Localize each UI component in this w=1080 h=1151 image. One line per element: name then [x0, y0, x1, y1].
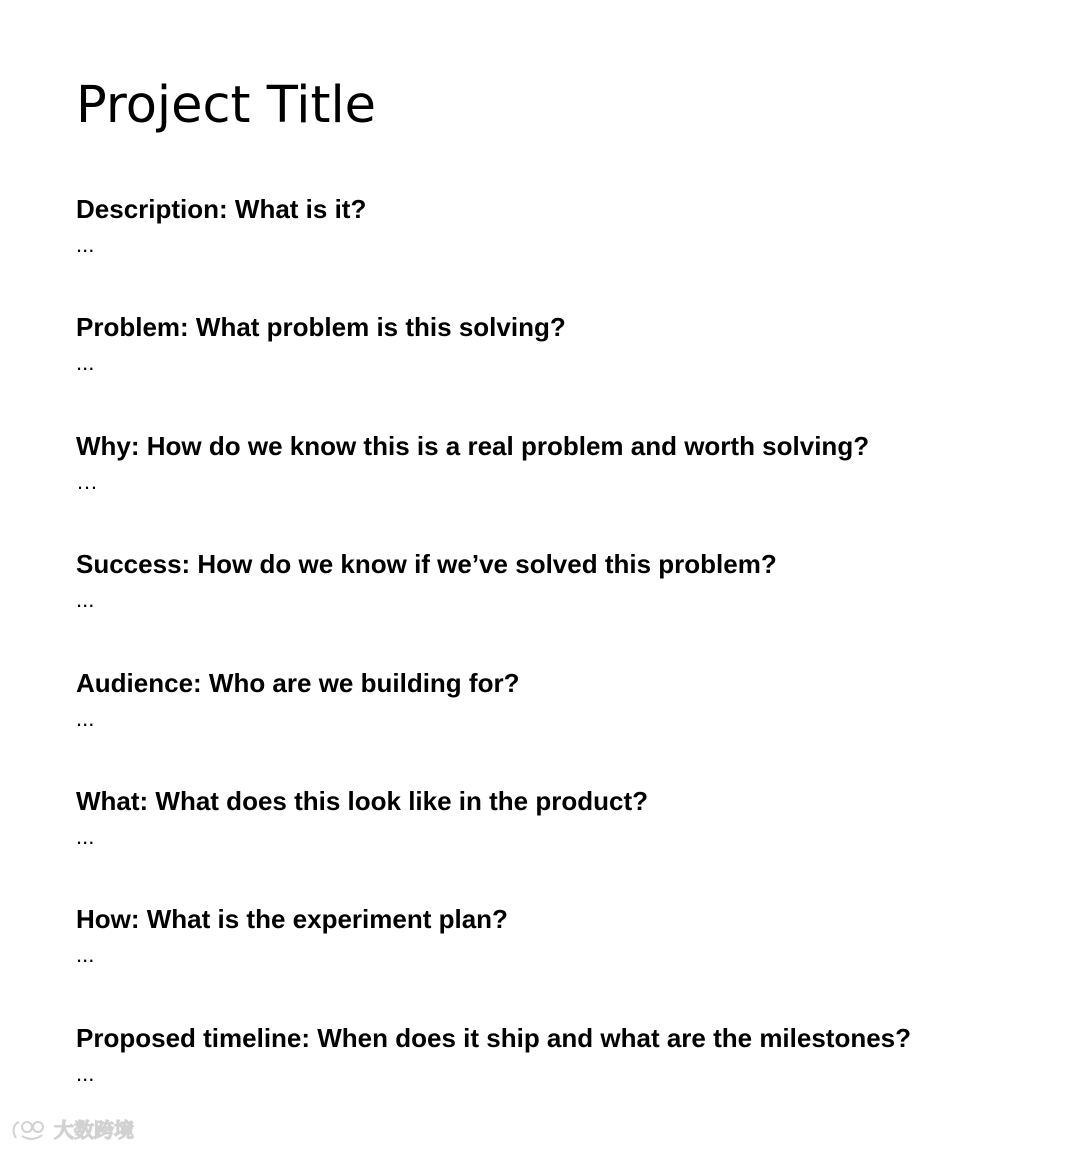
section-question: Audience: Who are we building for?	[76, 668, 520, 698]
section-why	[76, 429, 1066, 497]
section-question: Proposed timeline: When does it ship and what are the milestones?	[76, 1023, 912, 1053]
watermark	[10, 1116, 134, 1144]
page-title: Project Title	[76, 76, 376, 135]
section-answer: ...	[76, 232, 95, 257]
section-question: What: What does this look like in the product?	[76, 786, 648, 816]
section-question: Problem: What problem is this solving?	[76, 312, 566, 342]
section-answer: ...	[76, 1061, 95, 1086]
section-question: Success: How do we know if we’ve solved this problem?	[76, 549, 777, 579]
section-answer: ...	[76, 706, 95, 731]
section-question: How: What is the experiment plan?	[76, 904, 508, 934]
section-answer: ...	[76, 587, 95, 612]
section-answer: ...	[76, 350, 95, 375]
section-question: Why: How do we know this is a real problem and worth solving?	[76, 431, 870, 461]
section-proposed-timeline	[76, 1021, 1066, 1089]
section-description	[76, 192, 1066, 260]
section-audience	[76, 666, 1066, 734]
section-what	[76, 784, 1066, 852]
section-answer: ...	[76, 824, 95, 849]
section-question: Description: What is it?	[76, 194, 367, 224]
section-answer: …	[76, 469, 98, 494]
section-answer: ...	[76, 942, 95, 967]
section-success	[76, 547, 1066, 615]
logo-icon	[10, 1118, 50, 1142]
watermark-text: 大数跨境	[54, 1118, 134, 1142]
section-how	[76, 902, 1066, 970]
section-problem	[76, 310, 1066, 378]
